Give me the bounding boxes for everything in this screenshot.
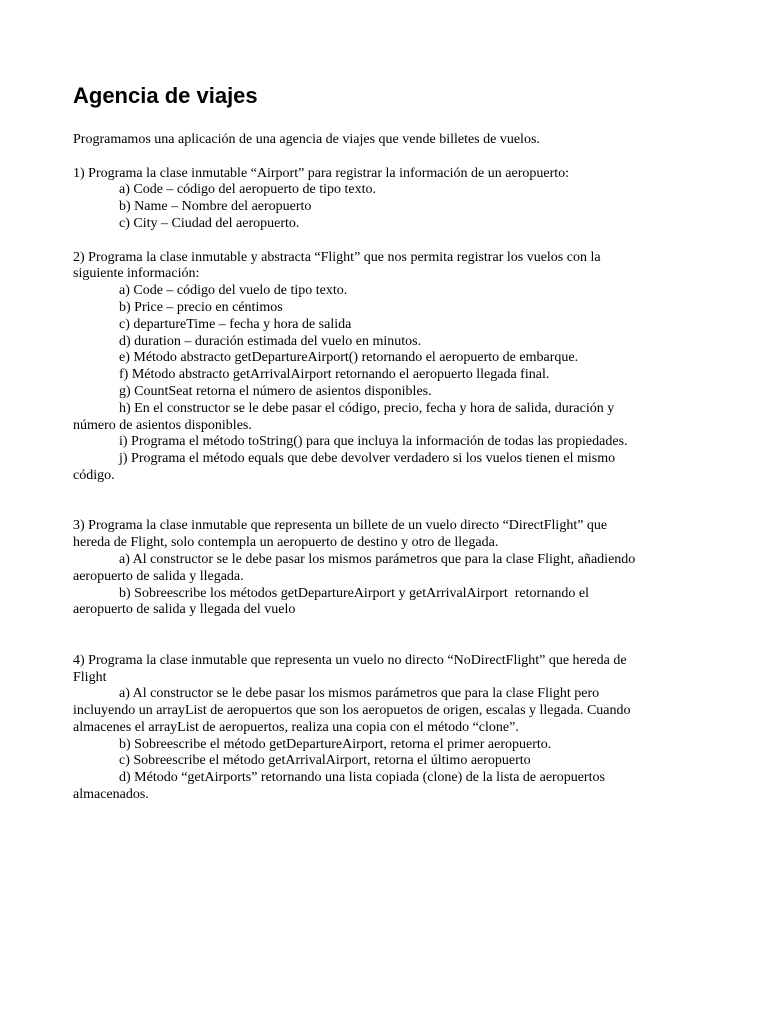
- intro-paragraph: Programamos una aplicación de una agencia de viajes que vende billetes de vuelos.: [73, 132, 540, 147]
- section2-item-j-line1: j) Programa el método equals que debe devolver verdadero si los vuelos tienen el mismo: [119, 451, 616, 467]
- section2-item-d: d) duration – duración estimada del vuelo en minutos.: [119, 333, 422, 349]
- section1-item-c: c) City – Ciudad del aeropuerto.: [119, 215, 300, 231]
- section2-item-f: f) Método abstracto getArrivalAirport retornando el aeropuerto llegada final.: [119, 367, 550, 383]
- section2-heading-line2: siguiente información:: [73, 266, 200, 282]
- section4-item-d-line1: d) Método “getAirports” retornando una lista copiada (clone) de la lista de aeropuertos: [119, 770, 605, 786]
- section4-item-a-line1: a) Al constructor se le debe pasar los mismos parámetros que para la clase Flight pero: [119, 686, 600, 702]
- paragraph-gap: [73, 149, 695, 166]
- paragraph-gap: [73, 619, 695, 636]
- section-direct-flight: [73, 518, 695, 619]
- paragraph-gap: [73, 485, 695, 502]
- paragraph-gap: [73, 636, 695, 653]
- paragraph-gap: [73, 233, 695, 250]
- section2-item-g: g) CountSeat retorna el número de asientos disponibles.: [119, 383, 432, 399]
- section3-heading-line1: 3) Programa la clase inmutable que representa un billete de un vuelo directo “DirectFlight” que: [73, 518, 608, 534]
- section4-item-a-line2: incluyendo un arrayList de aeropuertos que son los aeropuetos de origen, escalas y llegada. Cuando: [73, 703, 631, 719]
- section-no-direct-flight: [73, 653, 695, 804]
- section2-item-h-line2: número de asientos disponibles.: [73, 417, 252, 433]
- section4-item-c: c) Sobreescribe el método getArrivalAirport, retorna el último aeropuerto: [119, 753, 531, 769]
- section1-heading: 1) Programa la clase inmutable “Airport” para registrar la información de un aeropuerto:: [73, 165, 570, 181]
- section4-item-a-line3: almacenes el arrayList de aeropuertos, realiza una copia con el método “clone”.: [73, 719, 519, 735]
- section4-item-b: b) Sobreescribe el método getDepartureAirport, retorna el primer aeropuerto.: [119, 736, 552, 752]
- section2-item-c: c) departureTime – fecha y hora de salida: [119, 316, 352, 332]
- section3-heading-line2: hereda de Flight, solo contempla un aeropuerto de destino y otro de llegada.: [73, 535, 499, 551]
- section2-item-a: a) Code – código del vuelo de tipo texto.: [119, 283, 348, 299]
- document-title: Agencia de viajes: [73, 83, 258, 108]
- document-body: [73, 132, 695, 804]
- section1-item-a: a) Code – código del aeropuerto de tipo texto.: [119, 182, 376, 198]
- section3-item-b-line2: aeropuerto de salida y llegada del vuelo: [73, 602, 296, 618]
- section3-item-a-line1: a) Al constructor se le debe pasar los mismos parámetros que para la clase Flight, añadiendo: [119, 551, 636, 567]
- section2-item-i: i) Programa el método toString() para que incluya la información de todas las propiedades.: [119, 434, 628, 450]
- section4-item-d-line2: almacenados.: [73, 787, 149, 803]
- section-flight: [73, 250, 695, 485]
- section2-heading-line1: 2) Programa la clase inmutable y abstracta “Flight” que nos permita registrar los vuelos con la: [73, 249, 601, 265]
- section-airport: [73, 166, 695, 233]
- section2-item-b: b) Price – precio en céntimos: [119, 299, 283, 315]
- section4-heading-line1: 4) Programa la clase inmutable que representa un vuelo no directo “NoDirectFlight” que hereda de: [73, 652, 627, 668]
- section3-item-b-line1: b) Sobreescribe los métodos getDepartureAirport y getArrivalAirport retornando el: [119, 585, 590, 601]
- section2-item-j-line2: código.: [73, 467, 115, 483]
- section3-item-a-line2: aeropuerto de salida y llegada.: [73, 568, 244, 584]
- section4-heading-line2: Flight: [73, 669, 107, 685]
- section1-item-b: b) Name – Nombre del aeropuerto: [119, 199, 312, 215]
- paragraph-gap: [73, 502, 695, 519]
- section2-item-h-line1: h) En el constructor se le debe pasar el código, precio, fecha y hora de salida, duración y: [119, 400, 615, 416]
- section2-item-e: e) Método abstracto getDepartureAirport() retornando el aeropuerto de embarque.: [119, 350, 579, 366]
